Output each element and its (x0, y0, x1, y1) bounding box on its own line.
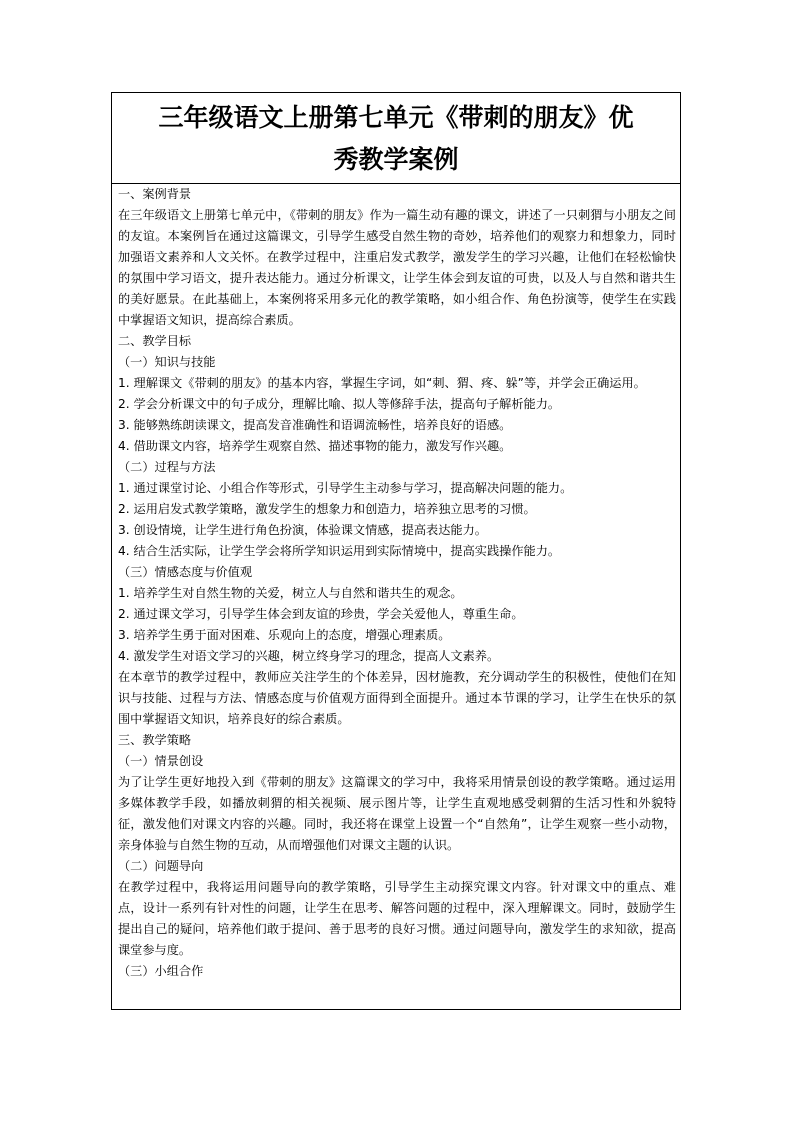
section-heading: 二、教学目标 (118, 334, 192, 348)
list-item: 3. 培养学生勇于面对困难、乐观向上的态度，增强心理素质。 (118, 628, 451, 642)
document-body (112, 184, 680, 982)
title-line-1: 三年级语文上册第七单元《带刺的朋友》优 (158, 103, 634, 132)
subsection-heading: （一）情景创设 (118, 754, 204, 768)
list-item: 4. 结合生活实际，让学生学会将所学知识运用到实际情境中，提高实践操作能力。 (118, 544, 561, 558)
document-title (116, 97, 676, 181)
paragraph: 在教学过程中，我将运用问题导向的教学策略，引导学生主动探究课文内容。针对课文中的重点、难点，设计一系列有针对性的问题，让学生在思考、解答问题的过程中，深入理解课文。同时，鼓励学生提出自己的疑问，培养他们敢于提问、善于思考的良好习惯。通过问题导向，激发学生的求知欲，提高课堂参与度。 (118, 880, 676, 957)
list-item: 2. 通过课文学习，引导学生体会到友谊的珍贵，学会关爱他人，尊重生命。 (118, 607, 524, 621)
section-heading: 三、教学策略 (118, 733, 192, 747)
subsection-heading: （三）小组合作 (118, 964, 204, 978)
subsection-heading: （一）知识与技能 (118, 355, 216, 369)
paragraph: 在本章节的教学过程中，教师应关注学生的个体差异，因材施教，充分调动学生的积极性，使他们在知识与技能、过程与方法、情感态度与价值观方面得到全面提升。通过本节课的学习，让学生在快乐的氛围中掌握语文知识，培养良好的综合素质。 (118, 670, 676, 726)
list-item: 2. 运用启发式教学策略，激发学生的想象力和创造力，培养独立思考的习惯。 (118, 502, 536, 516)
list-item: 2. 学会分析课文中的句子成分，理解比喻、拟人等修辞手法，提高句子解析能力。 (118, 397, 561, 411)
list-item: 1. 培养学生对自然生物的关爱，树立人与自然和谐共生的观念。 (118, 586, 463, 600)
list-item: 1. 理解课文《带刺的朋友》的基本内容，掌握生字词，如“刺、猬、疼、躲”等，并学会正确运用。 (118, 376, 646, 390)
list-item: 3. 创设情境，让学生进行角色扮演，体验课文情感，提高表达能力。 (118, 523, 487, 537)
title-cell (112, 93, 680, 184)
list-item: 4. 借助课文内容，培养学生观察自然、描述事物的能力，激发写作兴趣。 (118, 439, 512, 453)
list-item: 3. 能够熟练朗读课文，提高发音准确性和语调流畅性，培养良好的语感。 (118, 418, 512, 432)
title-line-2: 秀教学案例 (333, 145, 459, 174)
paragraph: 为了让学生更好地投入到《带刺的朋友》这篇课文的学习中，我将采用情景创设的教学策略。通过运用多媒体教学手段，如播放刺猬的相关视频、展示图片等，让学生直观地感受刺猬的生活习性和外貌特征，激发他们对课文内容的兴趣。同时，我还将在课堂上设置一个“自然角”，让学生观察一些小动物，亲身体验与自然生物的互动，从而增强他们对课文主题的认识。 (118, 775, 676, 852)
paragraph: 在三年级语文上册第七单元中，《带刺的朋友》作为一篇生动有趣的课文，讲述了一只刺猬与小朋友之间的友谊。本案例旨在通过这篇课文，引导学生感受自然生物的奇妙，培养他们的观察力和想象力，同时加强语文素养和人文关怀。在教学过程中，注重启发式教学，激发学生的学习兴趣，让他们在轻松愉快的氛围中学习语文，提升表达能力。通过分析课文，让学生体会到友谊的可贵，以及人与自然和谐共生的美好愿景。在此基础上，本案例将采用多元化的教学策略，如小组合作、角色扮演等，使学生在实践中掌握语文知识，提高综合素质。 (118, 208, 676, 327)
subsection-heading: （二）问题导向 (118, 859, 204, 873)
list-item: 1. 通过课堂讨论、小组合作等形式，引导学生主动参与学习，提高解决问题的能力。 (118, 481, 573, 495)
list-item: 4. 激发学生对语文学习的兴趣，树立终身学习的理念，提高人文素养。 (118, 649, 500, 663)
subsection-heading: （二）过程与方法 (118, 460, 216, 474)
section-heading: 一、案例背景 (118, 187, 192, 201)
subsection-heading: （三）情感态度与价值观 (118, 565, 253, 579)
document-frame (111, 92, 681, 1010)
